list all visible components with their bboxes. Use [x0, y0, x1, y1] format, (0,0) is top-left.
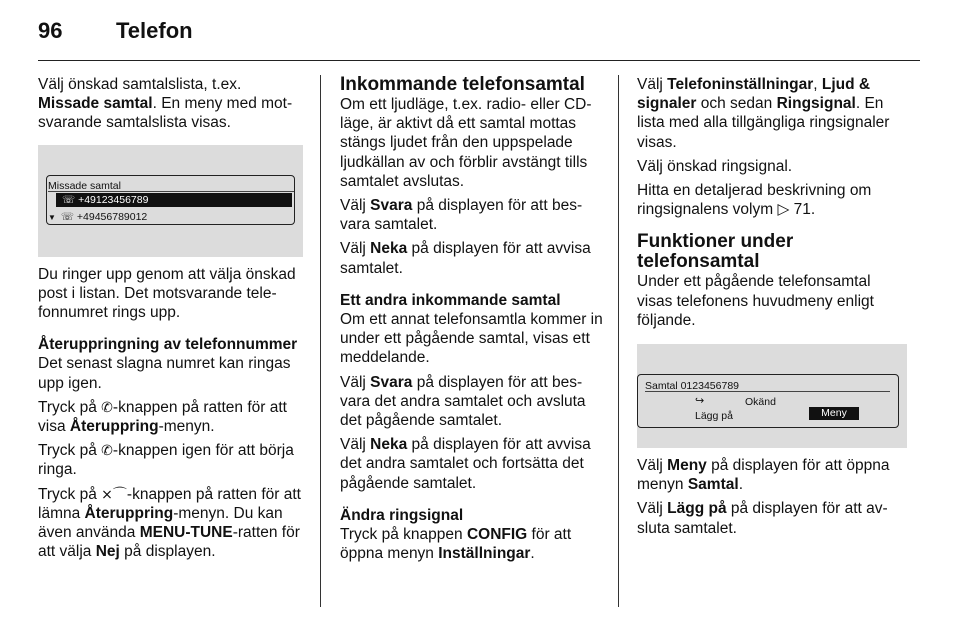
list-row: ▼ ☏ +49456789012 — [48, 210, 148, 223]
phone-icon: ✆ — [101, 398, 113, 415]
paragraph: Välj Neka på displayen för att avvisa samtalet. — [340, 240, 591, 277]
paragraph: Välj Neka på displayen för att avvisa det andra samtalet och fortsätta det pågående samtalet. — [340, 436, 591, 492]
mute-hangup-icon: ⨯⌒ — [101, 485, 127, 502]
page-reference-arrow-icon: ▷ — [777, 201, 790, 219]
header-rule — [38, 60, 920, 61]
column-divider — [618, 75, 619, 607]
screen-frame — [637, 374, 899, 428]
call-menu-screenshot — [637, 344, 907, 448]
screen-title: Samtal 0123456789 — [645, 380, 739, 393]
hangup-option: Lägg på — [695, 410, 733, 423]
paragraph: Välj önskad ringsignal. — [637, 157, 793, 175]
phone-missed-icon: ☏ — [60, 210, 74, 223]
paragraph: Välj Meny på displayen för att öppna menyn Samtal. — [637, 457, 890, 494]
section-heading: Återuppringning av telefonnummer — [38, 336, 298, 354]
column-1 — [38, 75, 303, 566]
paragraph: Välj Svara på displayen för att besvara det andra samtalet och avsluta det pågående samtalet. — [340, 373, 586, 430]
column-2 — [340, 75, 605, 568]
paragraph: Välj Lägg på på displayen för att avsluta samtalet. — [637, 500, 888, 537]
phone-missed-icon: ☏ — [62, 193, 76, 206]
paragraph: Det senast slagna numret kan ringas upp igen. — [38, 355, 291, 392]
column-divider — [320, 75, 321, 607]
paragraph: Välj önskad samtalslista, t.ex. Missade samtal. En meny med motsvarande samtalslista visas. — [38, 76, 293, 132]
paragraph: Hitta en detaljerad beskrivning om ringsignalens volym ▷ 71. — [637, 182, 872, 219]
paragraph: Om ett annat telefonsamtla kommer in under ett pågående samtal, visas ett meddelande. — [340, 311, 603, 367]
paragraph: Tryck på ✆-knappen igen för att börja ringa. — [38, 442, 294, 479]
call-status: Okänd — [745, 396, 776, 409]
missed-calls-screenshot — [38, 145, 303, 257]
paragraph: Under ett pågående telefonsamtal visas telefonens huvudmeny enligt följande. — [637, 273, 874, 329]
paragraph: Välj Telefoninställningar, Ljud & signaler och sedan Ringsignal. En lista med alla tillgängliga ringsignaler visas. — [637, 76, 890, 151]
chevron-down-icon: ▼ — [48, 212, 56, 222]
paragraph: Tryck på knappen CONFIG för att öppna menyn Inställningar. — [340, 526, 572, 563]
menu-button: Meny — [809, 407, 859, 420]
paragraph: Du ringer upp genom att välja önskad post i listan. Det motsvarande telefonnumret rings upp. — [38, 265, 296, 322]
column-3 — [637, 75, 909, 543]
section-heading: Ändra ringsignal — [340, 506, 464, 524]
page-title: Telefon — [116, 18, 193, 43]
paragraph: Om ett ljudläge, t.ex. radio- eller CD-läge, är aktivt då ett samtal mottas stängs ljudet från den uppspelade ljudkällan av och förblir avstängt tills samtalet avslutas. — [340, 96, 592, 190]
page-number: 96 — [38, 18, 63, 43]
screen-frame — [46, 175, 295, 225]
paragraph: Tryck på ✆-knappen på ratten för att visa Återuppring-menyn. — [38, 398, 287, 436]
screen-title: Missade samtal — [48, 179, 121, 192]
section-heading: Ett andra inkommande samtal — [340, 291, 561, 309]
section-heading: Inkommande telefonsamtal — [340, 74, 585, 95]
paragraph: Tryck på ⨯⌒-knappen på ratten för att lämna Återuppring-menyn. Du kan även använda MENU-TUNE-ratten för att välja Nej på displayen. — [38, 485, 301, 561]
phone-icon: ✆ — [101, 442, 113, 459]
selected-list-row: ☏ +49123456789 — [56, 193, 292, 207]
paragraph: Välj Svara på displayen för att besvara samtalet. — [340, 197, 583, 234]
section-heading: Funktioner under telefonsamtal — [637, 231, 794, 273]
phone-call-icon: ↪ — [695, 395, 705, 408]
